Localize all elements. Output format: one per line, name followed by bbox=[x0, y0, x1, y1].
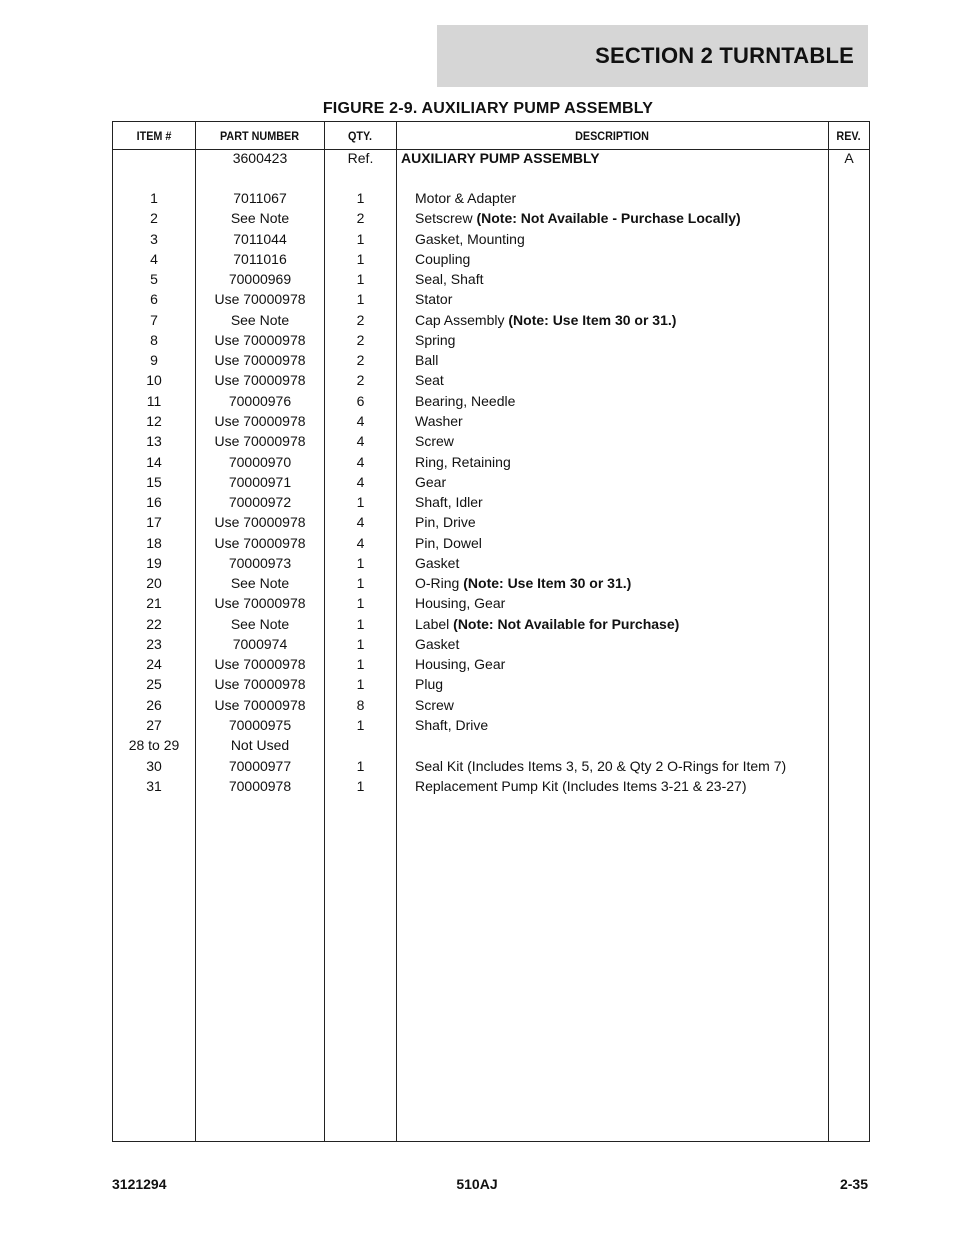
description-text: Seal Kit (Includes Items 3, 5, 20 & Qty 2 O-Rings for Item 7) bbox=[415, 757, 787, 774]
quantity: 1 bbox=[356, 757, 365, 774]
part-number: Use 70000978 bbox=[214, 412, 306, 429]
table-row bbox=[113, 249, 869, 269]
description bbox=[415, 593, 825, 613]
part-number: Use 70000978 bbox=[214, 372, 306, 389]
part-number: Use 70000978 bbox=[214, 676, 306, 693]
part-number: 7011044 bbox=[233, 230, 287, 247]
quantity: 1 bbox=[356, 635, 365, 652]
quantity: 1 bbox=[356, 656, 365, 673]
item-number: 9 bbox=[150, 352, 158, 369]
description-note: (Note: Not Available - Purchase Locally) bbox=[476, 210, 741, 227]
description bbox=[415, 472, 825, 492]
item-number: 31 bbox=[146, 777, 162, 794]
table-row bbox=[113, 391, 869, 411]
quantity: 1 bbox=[356, 271, 365, 288]
quantity: 1 bbox=[356, 676, 365, 693]
part-number: 70000971 bbox=[228, 473, 292, 490]
part-number: 70000970 bbox=[228, 453, 292, 470]
item-number: 10 bbox=[146, 372, 162, 389]
table-row bbox=[113, 229, 869, 249]
quantity: 1 bbox=[356, 575, 365, 592]
part-number: See Note bbox=[230, 210, 290, 227]
quantity: 4 bbox=[356, 473, 365, 490]
quantity: 4 bbox=[356, 412, 365, 429]
description-text: Shaft, Idler bbox=[415, 494, 483, 511]
item-number: 8 bbox=[150, 331, 158, 348]
column-header-item: ITEM # bbox=[136, 128, 172, 143]
table-row bbox=[113, 593, 869, 613]
item-number: 22 bbox=[146, 615, 162, 632]
description bbox=[415, 208, 825, 228]
table-row bbox=[113, 330, 869, 350]
footer-doc-number: 3121294 bbox=[112, 1176, 167, 1192]
item-number: 18 bbox=[146, 534, 162, 551]
item-number: 4 bbox=[150, 250, 158, 267]
column-header-description: DESCRIPTION bbox=[575, 128, 649, 143]
description-text: Gasket bbox=[415, 635, 460, 652]
table-row bbox=[113, 614, 869, 634]
section-header bbox=[437, 25, 868, 87]
quantity: 8 bbox=[356, 696, 365, 713]
quantity: 2 bbox=[356, 352, 365, 369]
item-number: 14 bbox=[146, 453, 162, 470]
description bbox=[415, 573, 825, 593]
figure-title: FIGURE 2-9. AUXILIARY PUMP ASSEMBLY bbox=[322, 100, 654, 117]
table-row bbox=[113, 431, 869, 451]
quantity: 1 bbox=[356, 230, 365, 247]
part-number: 3600423 bbox=[232, 150, 288, 166]
part-number: 70000973 bbox=[228, 554, 292, 571]
quantity: 4 bbox=[356, 514, 365, 531]
description-text: Housing, Gear bbox=[415, 595, 506, 612]
item-number: 26 bbox=[146, 696, 162, 713]
description bbox=[415, 452, 825, 472]
description bbox=[415, 756, 825, 776]
description-note: (Note: Use Item 30 or 31.) bbox=[508, 311, 677, 328]
part-number: 70000977 bbox=[228, 757, 292, 774]
description-text: Screw bbox=[415, 433, 454, 450]
item-number: 15 bbox=[146, 473, 162, 490]
quantity: 1 bbox=[356, 250, 365, 267]
item-number: 19 bbox=[146, 554, 162, 571]
item-number: 23 bbox=[146, 635, 162, 652]
table-row bbox=[113, 350, 869, 370]
item-number: 30 bbox=[146, 757, 162, 774]
item-number: 13 bbox=[146, 433, 162, 450]
description-text: Shaft, Drive bbox=[415, 717, 489, 734]
table-row bbox=[113, 533, 869, 553]
table-row bbox=[113, 512, 869, 532]
quantity: 1 bbox=[356, 615, 365, 632]
description bbox=[415, 289, 825, 309]
part-number: Use 70000978 bbox=[214, 352, 306, 369]
table-row bbox=[113, 188, 869, 208]
description bbox=[415, 370, 825, 390]
description bbox=[415, 188, 825, 208]
description bbox=[415, 614, 825, 634]
table-row bbox=[113, 654, 869, 674]
part-number: Use 70000978 bbox=[214, 656, 306, 673]
description bbox=[415, 715, 825, 735]
footer-model: 510AJ bbox=[456, 1176, 498, 1192]
revision: A bbox=[844, 150, 854, 166]
table-row bbox=[113, 634, 869, 654]
description bbox=[401, 148, 811, 168]
description-text: Stator bbox=[415, 291, 453, 308]
part-number: 70000976 bbox=[228, 392, 292, 409]
item-number: 11 bbox=[146, 392, 162, 409]
item-number: 24 bbox=[146, 656, 162, 673]
item-number: 1 bbox=[150, 190, 158, 206]
description-text: Gasket, Mounting bbox=[415, 230, 525, 247]
description bbox=[415, 310, 825, 330]
part-number: Use 70000978 bbox=[214, 433, 306, 450]
part-number: 70000969 bbox=[228, 271, 292, 288]
item-number: 20 bbox=[146, 575, 162, 592]
table-row bbox=[113, 148, 869, 168]
table-row bbox=[113, 310, 869, 330]
table-row bbox=[113, 674, 869, 694]
quantity: 4 bbox=[356, 453, 365, 470]
description bbox=[415, 330, 825, 350]
item-number: 27 bbox=[146, 717, 162, 734]
part-number: Use 70000978 bbox=[214, 291, 306, 308]
table-row bbox=[113, 492, 869, 512]
quantity: 2 bbox=[356, 331, 365, 348]
table-row bbox=[113, 411, 869, 431]
item-number: 16 bbox=[146, 494, 162, 511]
column-header-rev: REV. bbox=[836, 128, 861, 143]
description-text: Label bbox=[415, 615, 450, 632]
quantity: 2 bbox=[356, 372, 365, 389]
part-number: Use 70000978 bbox=[214, 331, 306, 348]
item-number: 7 bbox=[150, 311, 158, 328]
table-row bbox=[113, 776, 869, 796]
footer-page-number: 2-35 bbox=[839, 1176, 868, 1192]
part-number: 70000978 bbox=[228, 777, 292, 794]
description bbox=[415, 350, 825, 370]
part-number: See Note bbox=[230, 311, 290, 328]
quantity: 2 bbox=[356, 210, 365, 227]
description bbox=[415, 553, 825, 573]
part-number: 70000972 bbox=[228, 494, 292, 511]
item-number bbox=[113, 148, 195, 168]
part-number: 7011067 bbox=[233, 190, 287, 206]
description-note: (Note: Not Available for Purchase) bbox=[453, 615, 680, 632]
quantity: Ref. bbox=[347, 150, 374, 166]
description bbox=[415, 735, 825, 755]
column-header-qty: QTY. bbox=[347, 128, 372, 143]
description-text: Bearing, Needle bbox=[415, 392, 516, 409]
table-row bbox=[113, 289, 869, 309]
part-number: Use 70000978 bbox=[214, 595, 306, 612]
quantity: 1 bbox=[356, 190, 365, 206]
description-note: (Note: Use Item 30 or 31.) bbox=[463, 575, 632, 592]
column-header-part-number: PART NUMBER bbox=[219, 128, 300, 143]
table-row bbox=[113, 269, 869, 289]
part-number: Use 70000978 bbox=[214, 514, 306, 531]
description-text: AUXILIARY PUMP ASSEMBLY bbox=[401, 150, 600, 166]
quantity: 1 bbox=[356, 717, 365, 734]
description-text: Gasket bbox=[415, 554, 460, 571]
table-row bbox=[113, 573, 869, 593]
item-number: 6 bbox=[150, 291, 158, 308]
item-number: 28 to 29 bbox=[128, 737, 180, 754]
quantity: 1 bbox=[356, 291, 365, 308]
description bbox=[415, 249, 825, 269]
description-text: Ball bbox=[415, 352, 439, 369]
table-row bbox=[113, 756, 869, 776]
description-text: Setscrew bbox=[415, 210, 473, 227]
description-text: Replacement Pump Kit (Includes Items 3-21 & 23-27) bbox=[415, 777, 747, 794]
table-row bbox=[113, 370, 869, 390]
part-number: 70000975 bbox=[228, 717, 292, 734]
description bbox=[415, 654, 825, 674]
description-text: Motor & Adapter bbox=[415, 190, 517, 206]
description-text: Ring, Retaining bbox=[415, 453, 511, 470]
description bbox=[415, 695, 825, 715]
part-number: Use 70000978 bbox=[214, 696, 306, 713]
table-row bbox=[113, 553, 869, 573]
quantity: 1 bbox=[356, 595, 365, 612]
quantity: 2 bbox=[356, 311, 365, 328]
table-row bbox=[113, 472, 869, 492]
table-row bbox=[113, 452, 869, 472]
description-text: Seat bbox=[415, 372, 444, 389]
description-text: Pin, Dowel bbox=[415, 534, 482, 551]
table-row bbox=[113, 695, 869, 715]
part-number: 7000974 bbox=[232, 635, 288, 652]
item-number: 2 bbox=[150, 210, 158, 227]
description bbox=[415, 431, 825, 451]
description bbox=[415, 776, 825, 796]
item-number: 21 bbox=[146, 595, 162, 612]
item-number: 12 bbox=[146, 412, 162, 429]
item-number: 17 bbox=[146, 514, 162, 531]
description-text: Housing, Gear bbox=[415, 656, 506, 673]
item-number: 25 bbox=[146, 676, 162, 693]
description-text: Gear bbox=[415, 473, 447, 490]
description bbox=[415, 269, 825, 289]
quantity bbox=[325, 735, 396, 755]
description-text: O-Ring bbox=[415, 575, 460, 592]
description-text: Cap Assembly bbox=[415, 311, 505, 328]
description-text: Seal, Shaft bbox=[415, 271, 484, 288]
quantity: 1 bbox=[356, 494, 365, 511]
part-number: See Note bbox=[230, 615, 290, 632]
item-number: 5 bbox=[150, 271, 158, 288]
section-title: SECTION 2 TURNTABLE bbox=[595, 43, 854, 68]
description bbox=[415, 674, 825, 694]
quantity: 4 bbox=[356, 433, 365, 450]
description-text: Pin, Drive bbox=[415, 514, 476, 531]
quantity: 4 bbox=[356, 534, 365, 551]
part-number: Use 70000978 bbox=[214, 534, 306, 551]
description-text: Screw bbox=[415, 696, 454, 713]
part-number: Not Used bbox=[230, 737, 290, 754]
description bbox=[415, 634, 825, 654]
description-text: Plug bbox=[415, 676, 444, 693]
table-row bbox=[113, 715, 869, 735]
item-number: 3 bbox=[150, 230, 158, 247]
description bbox=[415, 492, 825, 512]
table-row bbox=[113, 735, 869, 755]
quantity: 1 bbox=[356, 554, 365, 571]
quantity: 1 bbox=[356, 777, 365, 794]
description-text: Washer bbox=[415, 412, 463, 429]
description-text: Spring bbox=[415, 331, 456, 348]
part-number: See Note bbox=[230, 575, 290, 592]
part-number: 7011016 bbox=[233, 250, 287, 267]
quantity: 6 bbox=[356, 392, 365, 409]
description bbox=[415, 512, 825, 532]
parts-table bbox=[112, 121, 870, 1142]
description bbox=[415, 411, 825, 431]
description bbox=[415, 391, 825, 411]
description bbox=[415, 229, 825, 249]
description-text: Coupling bbox=[415, 250, 471, 267]
description bbox=[415, 533, 825, 553]
table-row bbox=[113, 208, 869, 228]
